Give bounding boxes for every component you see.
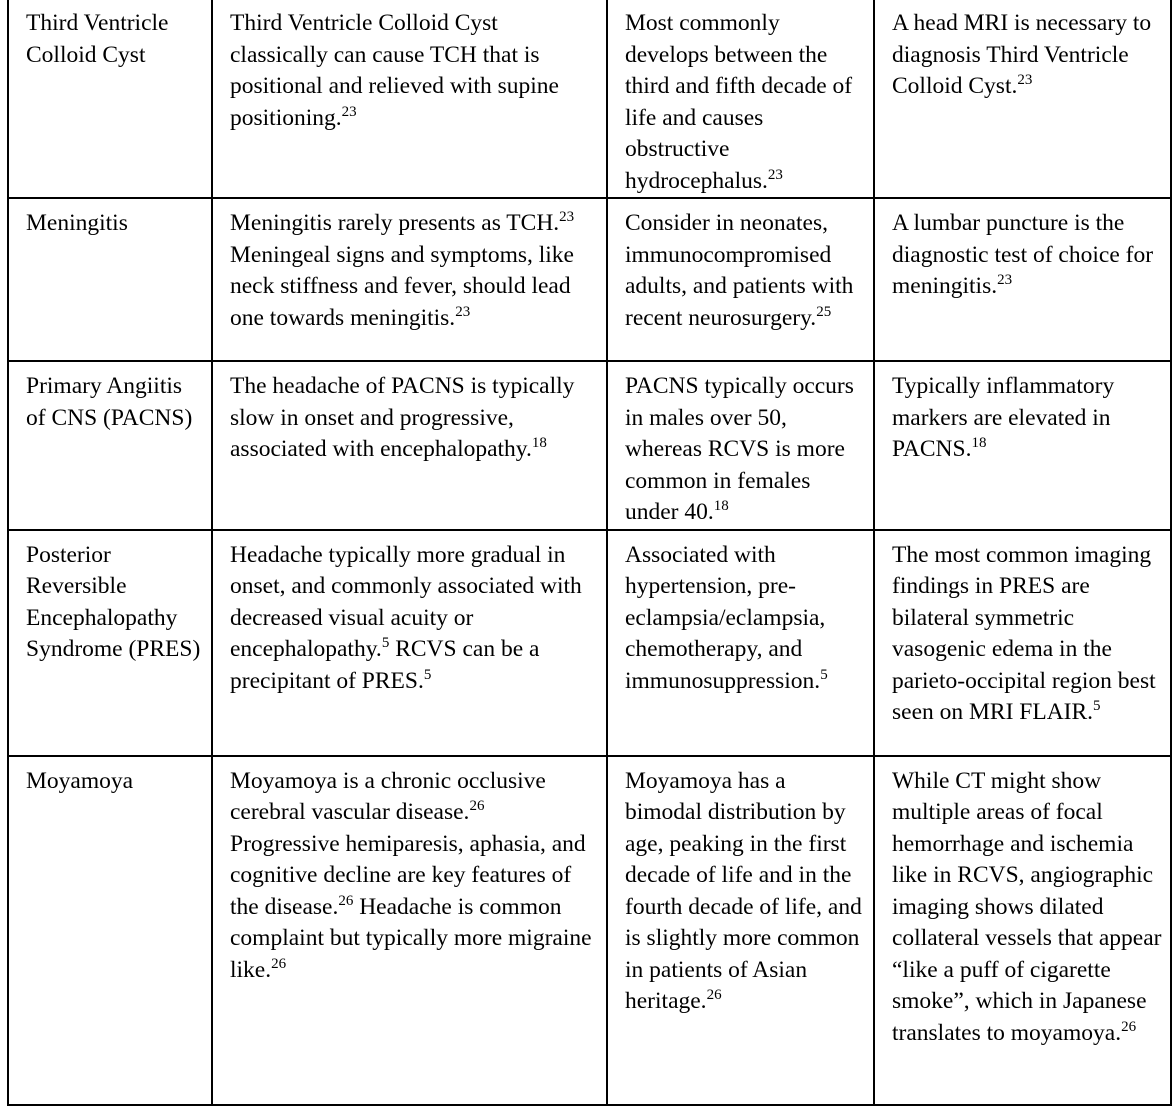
cell-text: A lumbar puncture is the diagnostic test of choice for meningitis. xyxy=(892,210,1154,299)
cell-text: The most common imaging findings in PRES are bilateral symmetric vasogenic edema in the parieto-occipital region best seen on MRI FLAIR. xyxy=(892,541,1156,725)
condition-cell: Posterior Reversible Encephalopathy Syndrome (PRES) xyxy=(8,530,212,756)
citation-ref: 23 xyxy=(341,103,357,120)
epidemiology-cell xyxy=(607,756,874,1105)
epidemiology-cell xyxy=(607,0,874,198)
cell-text: Headache is common complaint but typically more migraine like. xyxy=(230,893,592,983)
citation-ref: 5 xyxy=(820,666,828,683)
citation-ref: 23 xyxy=(455,303,471,320)
citation-ref: 23 xyxy=(559,209,575,225)
citation-ref: 23 xyxy=(1017,72,1033,88)
cell-text: The headache of PACNS is typically slow in onset and progressive, associated with encephalopathy. xyxy=(230,373,575,462)
presentation-cell xyxy=(212,756,607,1105)
condition-cell: Primary Angiitis of CNS (PACNS) xyxy=(8,361,212,530)
citation-ref: 26 xyxy=(1121,1018,1137,1035)
table-row xyxy=(8,530,1171,756)
citation-ref: 23 xyxy=(767,166,783,183)
cell-text: Moyamoya is a chronic occlusive cerebral vascular disease. xyxy=(230,767,546,825)
cell-text: While CT might show multiple areas of focal hemorrhage and ischemia like in RCVS, angiographic imaging shows dilated collateral vessels that appear “like a puff of cigarette smoke”, which in Japanese translates to moyamoya. xyxy=(892,767,1162,1046)
table-row xyxy=(8,361,1171,530)
cell-text: Associated with hypertension, pre-eclampsia/eclampsia, chemotherapy, and immunosuppression. xyxy=(625,541,826,694)
table-row xyxy=(8,198,1171,361)
citation-ref: 26 xyxy=(338,892,354,909)
citation-ref: 26 xyxy=(469,798,485,814)
cell-text: Moyamoya has a bimodal distribution by age, peaking in the first decade of life and in the fourth decade of life, and is slightly more common in patients of Asian heritage. xyxy=(625,767,862,1014)
citation-ref: 26 xyxy=(706,987,722,1003)
citation-ref: 5 xyxy=(381,635,390,651)
citation-ref: 18 xyxy=(971,435,987,451)
condition-cell: Third Ventricle Colloid Cyst xyxy=(8,0,212,198)
cell-text: Progressive hemiparesis, aphasia, and cognitive decline are key features of the disease. xyxy=(230,830,586,920)
condition-cell: Meningitis xyxy=(8,198,212,361)
citation-ref: 18 xyxy=(531,435,547,451)
table-row xyxy=(8,756,1171,1105)
cell-text: Headache typically more gradual in onset, and commonly associated with decreased visual acuity or encephalopathy. xyxy=(230,541,582,662)
cell-text: PACNS typically occurs in males over 50, whereas RCVS is more common in females under 40. xyxy=(625,373,854,525)
presentation-cell xyxy=(212,361,607,530)
cell-text: Meningeal signs and symptoms, like neck stiffness and fever, should lead one towards meningitis. xyxy=(230,241,574,331)
cell-text: RCVS can be a precipitant of PRES. xyxy=(230,636,540,694)
table-row xyxy=(8,0,1171,198)
cell-text: Third Ventricle Colloid Cyst classically can cause TCH that is positional and relieved with supine positioning. xyxy=(230,10,559,131)
citation-ref: 5 xyxy=(1093,698,1101,714)
epidemiology-cell xyxy=(607,530,874,756)
presentation-cell xyxy=(212,0,607,198)
citation-ref: 26 xyxy=(271,955,287,972)
cell-text: Consider in neonates, immunocompromised adults, and patients with recent neurosurgery. xyxy=(625,210,854,331)
diagnosis-cell xyxy=(874,530,1171,756)
table-body xyxy=(8,0,1171,1105)
citation-ref: 23 xyxy=(997,272,1013,288)
differential-diagnosis-table xyxy=(7,0,1172,1106)
epidemiology-cell xyxy=(607,198,874,361)
citation-ref: 5 xyxy=(423,666,432,683)
epidemiology-cell xyxy=(607,361,874,530)
condition-cell: Moyamoya xyxy=(8,756,212,1105)
diagnosis-cell xyxy=(874,361,1171,530)
cell-text: Most commonly develops between the third and fifth decade of life and causes obstructive hydrocephalus. xyxy=(625,10,853,194)
diagnosis-cell xyxy=(874,756,1171,1105)
presentation-cell xyxy=(212,198,607,361)
diagnosis-cell xyxy=(874,0,1171,198)
citation-ref: 25 xyxy=(816,303,832,320)
cell-text: Meningitis rarely presents as TCH. xyxy=(230,210,560,236)
cell-text: A head MRI is necessary to diagnosis Third Ventricle Colloid Cyst. xyxy=(892,10,1152,99)
diagnosis-cell xyxy=(874,198,1171,361)
presentation-cell xyxy=(212,530,607,756)
cell-text: Typically inflammatory markers are elevated in PACNS. xyxy=(892,373,1115,462)
citation-ref: 18 xyxy=(713,498,729,514)
